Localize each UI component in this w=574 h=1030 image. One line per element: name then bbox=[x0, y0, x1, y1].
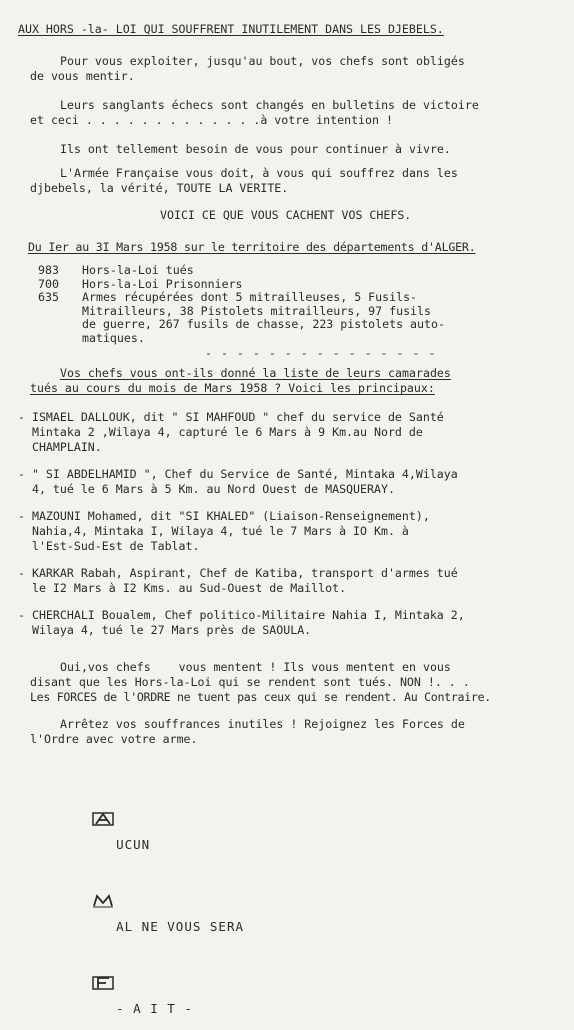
casualty-3-l1: - MAZOUNI Mohamed, dit "SI KHALED" (Liaison-Renseignement), bbox=[18, 509, 430, 523]
stat-number: 983 bbox=[38, 263, 59, 277]
closing-p1-l3: Les FORCES de l'ORDRE ne tuent pas ceux qui se rendent. Au Contraire. bbox=[30, 690, 491, 704]
stat-text: Armes récupérées dont 5 mitrailleuses, 5 Fusils- bbox=[82, 290, 418, 304]
stat-number: 635 bbox=[38, 290, 59, 304]
stat-text: matiques. bbox=[82, 330, 145, 345]
stat-row-cont bbox=[38, 305, 558, 319]
footer-slogan bbox=[58, 770, 244, 1030]
casualty-1-l3: CHAMPLAIN. bbox=[18, 440, 102, 454]
casualty-5-l1: - CHERCHALI Boualem, Chef politico-Militaire Nahia I, Mintaka 2, bbox=[18, 608, 465, 622]
closing-p2-l2: l'Ordre avec votre arme. bbox=[30, 732, 198, 746]
stat-row-cont bbox=[38, 318, 558, 332]
stat-number: 700 bbox=[38, 276, 59, 291]
stat-text: Mitrailleurs, 38 Pistolets mitrailleurs, 97 fusils bbox=[82, 303, 432, 318]
leaflet-title: AUX HORS -la- LOI QUI SOUFFRENT INUTILEMENT DANS LES DJEBELS. bbox=[18, 22, 444, 36]
stat-text: de guerre, 267 fusils de chasse, 223 pistolets auto- bbox=[82, 317, 445, 331]
intro-p2-l2: et ceci . . . . . . . . . . . . .à votre intention ! bbox=[30, 113, 393, 127]
stat-text: Hors-la-Loi Prisonniers bbox=[82, 276, 243, 291]
stat-row bbox=[38, 264, 558, 278]
casualty-1-l2: Mintaka 2 ,Wilaya 4, capturé le 6 Mars à 9 Km.au Nord de bbox=[18, 425, 423, 439]
casualty-3-l2: Nahia,4, Mintaka I, Wilaya 4, tué le 7 Mars à IO Km. à bbox=[18, 524, 409, 538]
question-l1: Vos chefs vous ont-ils donné la liste de leurs camarades bbox=[60, 366, 451, 380]
intro-p1-l2: de vous mentir. bbox=[30, 69, 135, 83]
footer-part-1: UCUN bbox=[116, 837, 151, 852]
separator-dashes: - - - - - - - - - - - - - - - bbox=[205, 346, 437, 360]
casualty-2-l1: - " SI ABDELHAMID ", Chef du Service de Santé, Mintaka 4,Wilaya bbox=[18, 467, 458, 481]
letter-a-stamp-icon bbox=[92, 784, 114, 798]
casualty-4-l2: le I2 Mars à I2 Kms. au Sud-Ouest de Maillot. bbox=[18, 581, 347, 595]
casualty-3-l3: l'Est-Sud-Est de Tablat. bbox=[18, 539, 200, 553]
stat-row-cont bbox=[38, 332, 558, 346]
voici-heading: VOICI CE QUE VOUS CACHENT VOS CHEFS. bbox=[160, 208, 412, 222]
closing-p2-l1: Arrêtez vos souffrances inutiles ! Rejoignez les Forces de bbox=[60, 717, 465, 731]
intro-p4-l2: djbebels, la vérité, TOUTE LA VERITE. bbox=[30, 181, 289, 195]
stats-list bbox=[38, 264, 558, 345]
letter-f-stamp-icon bbox=[92, 948, 114, 962]
intro-p1-l1: Pour vous exploiter, jusqu'au bout, vos chefs sont obligés bbox=[60, 54, 465, 68]
question-l2: tués au cours du mois de Mars 1958 ? Voici les principaux: bbox=[30, 381, 435, 395]
footer-part-2: AL NE VOUS SERA bbox=[116, 919, 244, 934]
intro-p2-l1: Leurs sanglants échecs sont changés en bulletins de victoire bbox=[60, 98, 479, 112]
casualty-2-l2: 4, tué le 6 Mars à 5 Km. au Nord Ouest de MASQUERAY. bbox=[18, 482, 395, 496]
casualty-1-l1: - ISMAEL DALLOUK, dit " SI MAHFOUD " chef du service de Santé bbox=[18, 410, 444, 424]
closing-p1-l1: Oui,vos chefs vous mentent ! Ils vous mentent en vous bbox=[60, 660, 451, 674]
closing-p1-l2: disant que les Hors-la-Loi qui se rendent sont tués. NON !. . . bbox=[30, 675, 470, 689]
footer-part-3: - A I T - bbox=[116, 1001, 193, 1016]
casualty-5-l2: Wilaya 4, tué le 27 Mars près de SAOULA. bbox=[18, 623, 312, 637]
intro-p3-l1: Ils ont tellement besoin de vous pour continuer à vivre. bbox=[60, 142, 451, 156]
letter-m-stamp-icon bbox=[92, 866, 114, 880]
casualty-4-l1: - KARKAR Rabah, Aspirant, Chef de Katiba, transport d'armes tué bbox=[18, 566, 458, 580]
period-heading: Du Ier au 3I Mars 1958 sur le territoire des départements d'ALGER. bbox=[28, 240, 476, 254]
stat-row bbox=[38, 291, 558, 305]
stat-row bbox=[38, 278, 558, 292]
stat-text: Hors-la-Loi tués bbox=[82, 263, 194, 277]
intro-p4-l1: L'Armée Française vous doit, à vous qui souffrez dans les bbox=[60, 166, 458, 180]
